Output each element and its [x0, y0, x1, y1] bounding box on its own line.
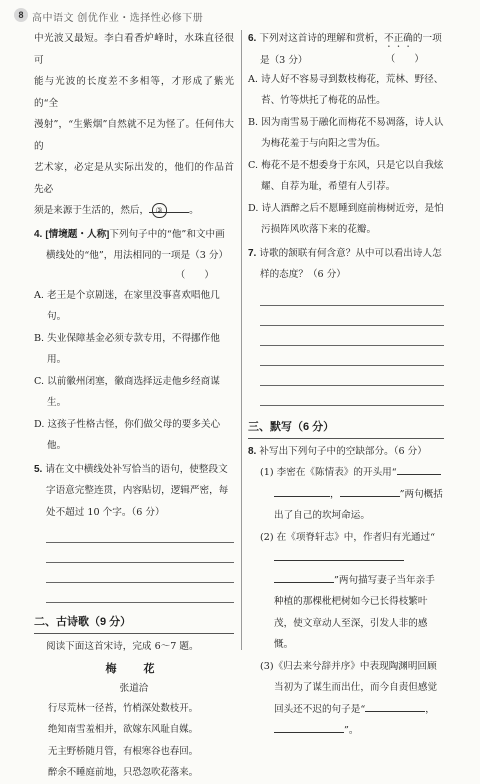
answer-line[interactable]	[260, 366, 444, 386]
question-8	[248, 441, 444, 742]
poem-line: 绝知南雪羞相并，欲嫁东风耻自媒。	[48, 724, 199, 735]
question-5-stem: 5. 请在文中横线处补写恰当的语句，使整段文字语意完整连贯，内容贴切，逻辑严密，每处不超过 10 个字。（6 分）	[34, 463, 229, 518]
question-6-stem: 6. 下列对这首诗的理解和赏析，不正确的一项是（3 分）	[248, 33, 442, 66]
fill-blank[interactable]	[274, 720, 344, 733]
column-divider	[241, 30, 242, 650]
answer-line[interactable]	[260, 306, 444, 326]
answer-line[interactable]	[46, 543, 234, 563]
poem-line: 行尽荒林一径苔，竹梢深处数枝开。	[48, 702, 199, 714]
option-b[interactable]: B. 失业保障基金必须专款专用，不得挪作他用。	[34, 332, 220, 365]
header-title: 高中语文 创优作业・选择性必修下册	[32, 13, 204, 24]
question-4-stem: 4. [情境题・人称]下列句子中的“他”和文中画横线处的“他”，用法相同的一项是（3 分）	[34, 228, 229, 261]
page-header	[10, 6, 470, 26]
option-a[interactable]: A. 老王是个京剧迷，在家里没事喜欢唱他几句。	[34, 289, 220, 322]
option-d[interactable]: D. 这孩子性格古怪，你们做父母的要多关心他。	[34, 418, 221, 451]
fill-blank[interactable]	[397, 462, 441, 475]
answer-line[interactable]	[260, 346, 444, 366]
question-7-stem: 7. 诗歌的颔联有何含意？从中可以看出诗人怎样的态度？（6 分）	[248, 247, 442, 280]
question-4	[34, 224, 234, 457]
answer-line[interactable]	[46, 563, 234, 583]
emphasis-text: 不正确	[384, 33, 413, 44]
fill-item-3: (3)《归去来兮辞并序》中表现陶渊明回顾当初为了谋生而出仕，而今自责但感觉回头还不迟的句子是“ ，”。	[260, 660, 438, 736]
passage-line: 艺术家，必定是从实际出发的，他们的作品首先必	[34, 162, 234, 195]
question-6	[248, 28, 444, 241]
answer-line[interactable]	[260, 386, 444, 406]
poem-author: 张道洽	[119, 682, 149, 694]
question-7	[248, 243, 444, 406]
answer-paren[interactable]: （ ）	[175, 269, 214, 281]
answer-line[interactable]	[46, 523, 234, 543]
section-3-heading: 三、默写（6 分）	[248, 416, 444, 439]
left-column	[34, 28, 234, 784]
answer-line[interactable]	[46, 583, 234, 603]
blank-3[interactable]: ③	[149, 200, 169, 213]
fill-blank[interactable]	[274, 484, 330, 497]
answer-paren[interactable]: （ ）	[385, 53, 424, 65]
page-number: 8	[14, 8, 28, 22]
option-b[interactable]: B. 因为南雪易于融化而梅花不易凋落，诗人认为梅花羞于与向阳之雪为伍。	[248, 116, 444, 149]
section-2-heading: 二、古诗歌（9 分）	[34, 611, 234, 634]
question-5	[34, 459, 234, 604]
answer-line[interactable]	[260, 286, 444, 306]
fill-item-2: (2) 在《项脊轩志》中，作者归有光通过“”两句描写妻子当年亲手种植的那棵枇杷树如今已长得枝繁叶茂，使文章动人至深，引发人非的感慨。	[260, 531, 436, 650]
poem-intro: 阅读下面这首宋诗，完成 6～7 题。	[46, 641, 199, 652]
passage-line: 中光波又最短。李白看香炉峰时，水珠直径很可	[34, 33, 234, 66]
poem-title: 梅 花	[105, 661, 163, 675]
answer-line[interactable]	[260, 326, 444, 346]
fill-blank[interactable]	[274, 548, 404, 561]
option-a[interactable]: A. 诗人好不容易寻到数枝梅花，荒林、野径、苔、竹等烘托了梅花的品性。	[248, 73, 444, 106]
poem-line: 醉余不睡庭前地，只恐忽吹花落来。	[48, 767, 199, 778]
fill-item-1: (1) 李密在《陈情表》的开头用“ ， ”两句概括出了自己的坎坷命运。	[248, 462, 444, 527]
option-d[interactable]: D. 诗人酒醉之后不愿睡到庭前梅树近旁，是怕污损阵风吹落下来的花瓣。	[248, 202, 444, 235]
question-8-stem: 8. 补写出下列句子中的空缺部分。（6 分）	[248, 445, 427, 457]
option-c[interactable]: C. 以前徽州闭塞，徽商选择远走他乡经商谋生。	[34, 375, 220, 408]
passage-last-line: 须是来源于生活的，然后， ③ 。	[34, 200, 234, 222]
passage-line: 漫射”，“生紫烟”自然就不足为怪了。任何伟大的	[34, 119, 234, 152]
passage-line: 能与光波的长度差不多相等，才形成了紫光的“全	[34, 76, 234, 109]
fill-blank[interactable]	[274, 570, 334, 583]
option-c[interactable]: C. 梅花不是不想委身于东风，只是它以自我炫耀、自荐为耻，希望有人引荐。	[248, 159, 444, 192]
poem-line: 无主野桥随月管，有根寒谷也春回。	[48, 745, 199, 757]
fill-blank[interactable]	[340, 484, 400, 497]
right-column	[248, 28, 444, 742]
passage	[34, 28, 234, 222]
fill-blank[interactable]	[365, 699, 425, 712]
